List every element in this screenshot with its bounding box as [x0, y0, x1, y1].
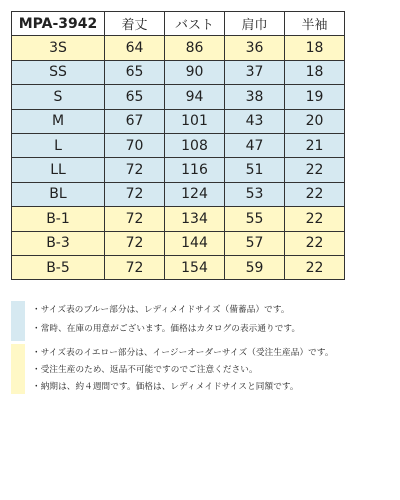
length-cell: 70	[105, 133, 165, 157]
size-cell: L	[12, 133, 105, 157]
length-cell: 72	[105, 207, 165, 231]
sleeve-cell: 20	[285, 109, 345, 133]
size-cell: M	[12, 109, 105, 133]
shoulder-cell: 36	[225, 36, 285, 60]
size-cell: B-3	[12, 231, 105, 255]
table-row	[12, 133, 345, 157]
sleeve-cell: 18	[285, 36, 345, 60]
sleeve-cell: 21	[285, 133, 345, 157]
length-cell: 65	[105, 85, 165, 109]
shoulder-cell: 38	[225, 85, 285, 109]
shoulder-cell: 47	[225, 133, 285, 157]
size-cell: B-1	[12, 207, 105, 231]
sleeve-cell: 22	[285, 231, 345, 255]
shoulder-cell: 57	[225, 231, 285, 255]
blue-legend-swatch	[11, 301, 25, 341]
bust-header: バスト	[165, 12, 225, 36]
length-cell: 67	[105, 109, 165, 133]
bust-cell: 86	[165, 36, 225, 60]
bust-cell: 154	[165, 255, 225, 279]
table-row	[12, 158, 345, 182]
length-header: 着丈	[105, 12, 165, 36]
note-line: ・サイズ表のブルー部分は、レディメイドサイズ（備蓄品）です。	[32, 305, 290, 315]
note-line: ・常時、在庫の用意がございます。価格はカタログの表示通りです。	[32, 324, 301, 334]
size-table	[11, 11, 345, 280]
table-row	[12, 182, 345, 206]
bust-cell: 90	[165, 60, 225, 84]
note-line: ・サイズ表のイエロー部分は、イージーオーダーサイズ（受注生産品）です。	[32, 348, 334, 358]
shoulder-cell: 51	[225, 158, 285, 182]
table-row	[12, 109, 345, 133]
table-row	[12, 231, 345, 255]
shoulder-cell: 59	[225, 255, 285, 279]
bust-cell: 144	[165, 231, 225, 255]
table-row	[12, 255, 345, 279]
note-line: ・受注生産のため、返品不可能ですのでご注意ください。	[32, 365, 258, 375]
sleeve-header: 半袖	[285, 12, 345, 36]
bust-cell: 94	[165, 85, 225, 109]
shoulder-cell: 53	[225, 182, 285, 206]
bust-cell: 108	[165, 133, 225, 157]
size-cell: 3S	[12, 36, 105, 60]
size-cell: S	[12, 85, 105, 109]
table-row	[12, 36, 345, 60]
length-cell: 72	[105, 255, 165, 279]
table-row	[12, 60, 345, 84]
shoulder-header: 肩巾	[225, 12, 285, 36]
yellow-legend-swatch	[11, 344, 25, 394]
bust-cell: 134	[165, 207, 225, 231]
table-row	[12, 85, 345, 109]
sleeve-cell: 18	[285, 60, 345, 84]
model-number-header: MPA-3942	[12, 12, 105, 36]
shoulder-cell: 43	[225, 109, 285, 133]
bust-cell: 124	[165, 182, 225, 206]
shoulder-cell: 55	[225, 207, 285, 231]
size-cell: LL	[12, 158, 105, 182]
sleeve-cell: 22	[285, 255, 345, 279]
length-cell: 65	[105, 60, 165, 84]
length-cell: 72	[105, 182, 165, 206]
length-cell: 64	[105, 36, 165, 60]
table-row	[12, 207, 345, 231]
table-header-row	[12, 12, 345, 36]
shoulder-cell: 37	[225, 60, 285, 84]
length-cell: 72	[105, 231, 165, 255]
size-cell: SS	[12, 60, 105, 84]
note-line: ・納期は、約４週間です。価格は、レディメイドサイスと同額です。	[32, 382, 299, 392]
bust-cell: 101	[165, 109, 225, 133]
sleeve-cell: 22	[285, 158, 345, 182]
sleeve-cell: 22	[285, 207, 345, 231]
sleeve-cell: 22	[285, 182, 345, 206]
bust-cell: 116	[165, 158, 225, 182]
size-cell: B-5	[12, 255, 105, 279]
size-cell: BL	[12, 182, 105, 206]
length-cell: 72	[105, 158, 165, 182]
sleeve-cell: 19	[285, 85, 345, 109]
